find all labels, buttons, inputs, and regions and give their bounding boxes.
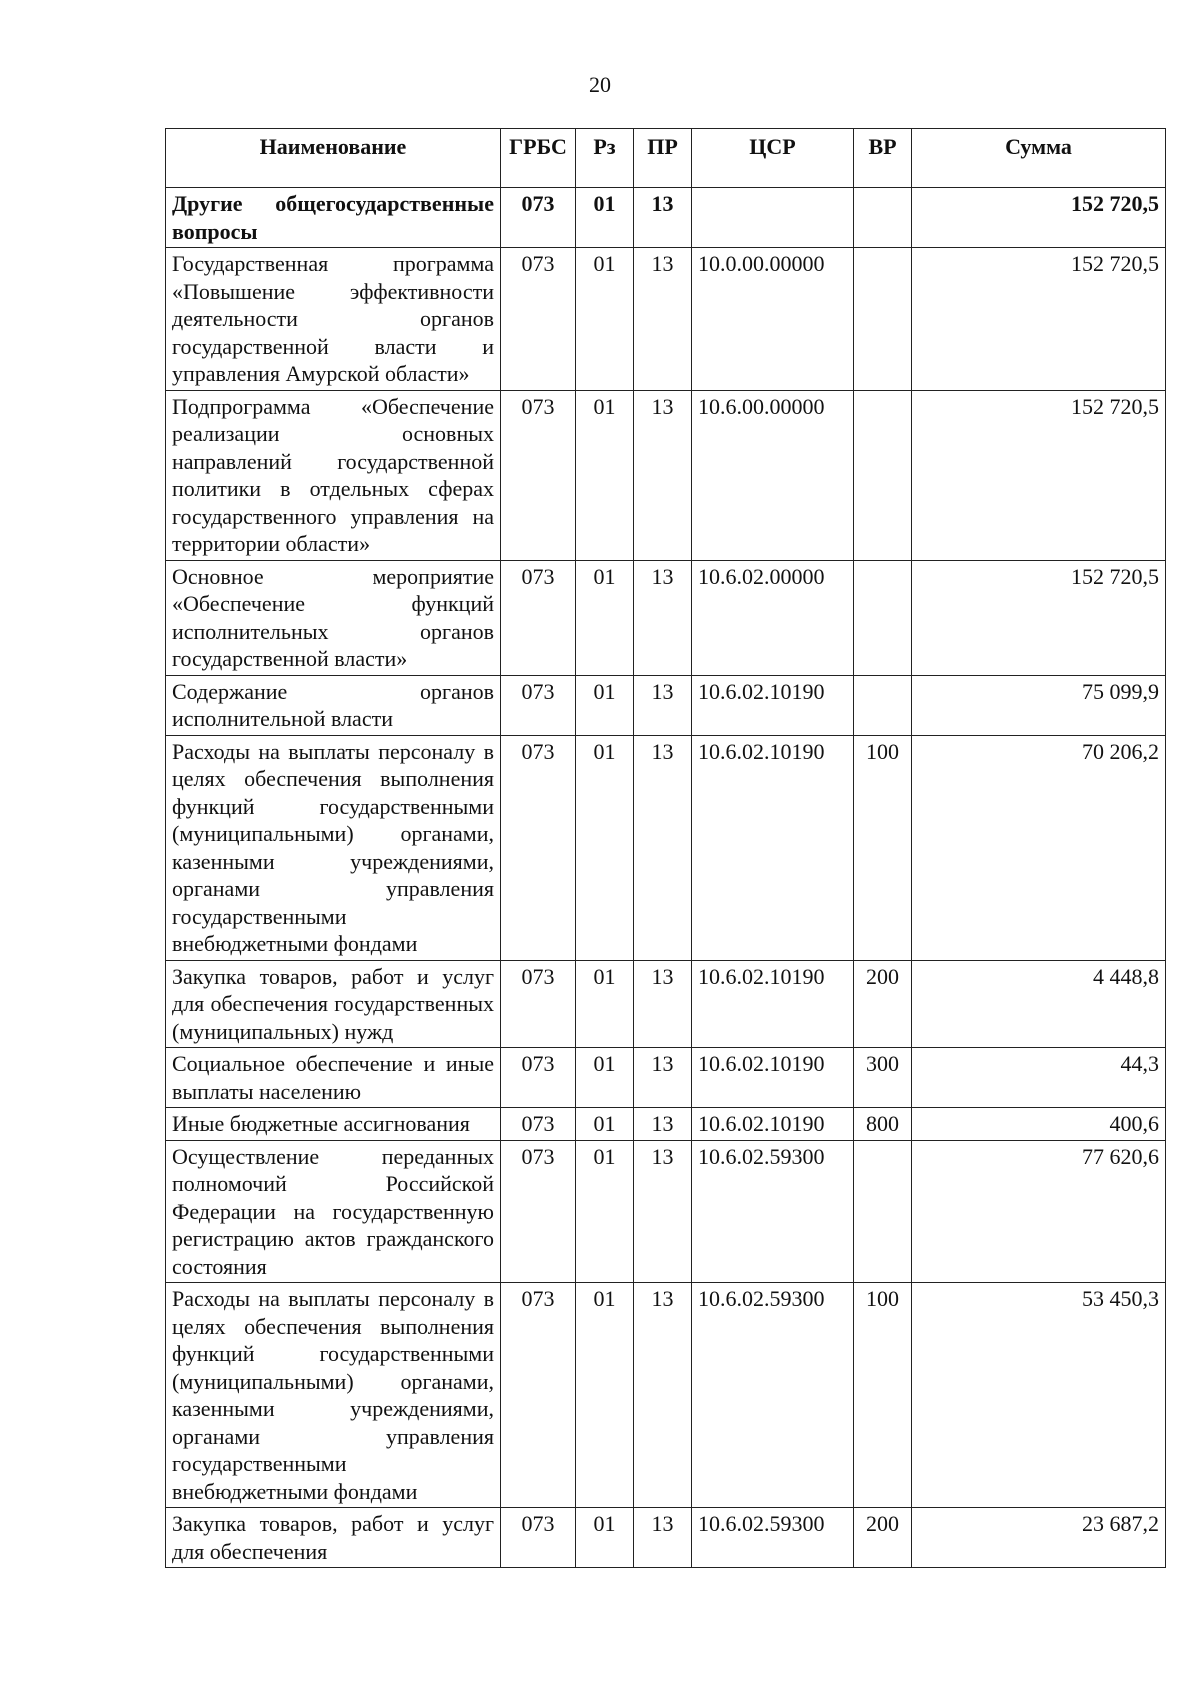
- cell-rz: 01: [576, 675, 634, 735]
- cell-name: Расходы на выплаты персоналу в целях обеспечения выполнения функций государственными (муниципальными) органами, казенными учреждениями, органами управления государственными внебюджетными фондами: [166, 735, 501, 960]
- cell-name: Осуществление переданных полномочий Российской Федерации на государственную регистрацию актов гражданского состояния: [166, 1140, 501, 1283]
- cell-pr: 13: [634, 735, 692, 960]
- table-body: [166, 188, 1166, 1568]
- cell-csr: 10.6.02.10190: [692, 1048, 854, 1108]
- cell-rz: 01: [576, 1140, 634, 1283]
- cell-vr: 200: [854, 960, 912, 1048]
- cell-vr: 200: [854, 1508, 912, 1568]
- cell-sum: 77 620,6: [912, 1140, 1166, 1283]
- cell-pr: 13: [634, 1140, 692, 1283]
- cell-csr: 10.6.02.10190: [692, 675, 854, 735]
- cell-sum: 152 720,5: [912, 248, 1166, 391]
- cell-grbs: 073: [501, 1140, 576, 1283]
- cell-grbs: 073: [501, 1108, 576, 1141]
- cell-grbs: 073: [501, 1048, 576, 1108]
- page-number: 20: [589, 72, 611, 97]
- cell-pr: 13: [634, 1283, 692, 1508]
- table-row: [166, 1108, 1166, 1141]
- cell-rz: 01: [576, 248, 634, 391]
- cell-pr: 13: [634, 1108, 692, 1141]
- cell-name: Основное мероприятие «Обеспечение функций исполнительных органов государственной власти»: [166, 560, 501, 675]
- cell-pr: 13: [634, 188, 692, 248]
- cell-rz: 01: [576, 1283, 634, 1508]
- cell-name: Иные бюджетные ассигнования: [166, 1108, 501, 1141]
- cell-rz: 01: [576, 1508, 634, 1568]
- cell-vr: 300: [854, 1048, 912, 1108]
- cell-name: Подпрограмма «Обеспечение реализации основных направлений государственной политики в отдельных сферах государственного управления на территории области»: [166, 390, 501, 560]
- cell-rz: 01: [576, 1108, 634, 1141]
- cell-rz: 01: [576, 560, 634, 675]
- cell-sum: 4 448,8: [912, 960, 1166, 1048]
- cell-name: Содержание органов исполнительной власти: [166, 675, 501, 735]
- cell-csr: [692, 188, 854, 248]
- table-row: [166, 735, 1166, 960]
- cell-sum: 70 206,2: [912, 735, 1166, 960]
- cell-rz: 01: [576, 735, 634, 960]
- cell-csr: 10.6.02.59300: [692, 1283, 854, 1508]
- cell-rz: 01: [576, 960, 634, 1048]
- cell-vr: [854, 390, 912, 560]
- cell-grbs: 073: [501, 1283, 576, 1508]
- cell-csr: 10.6.02.10190: [692, 735, 854, 960]
- cell-name: Государственная программа «Повышение эффективности деятельности органов государственной власти и управления Амурской области»: [166, 248, 501, 391]
- header-sum: Сумма: [912, 129, 1166, 188]
- table-row: [166, 560, 1166, 675]
- cell-csr: 10.6.02.59300: [692, 1508, 854, 1568]
- cell-pr: 13: [634, 960, 692, 1048]
- cell-name: Социальное обеспечение и иные выплаты населению: [166, 1048, 501, 1108]
- table-row: [166, 1140, 1166, 1283]
- table-row: [166, 390, 1166, 560]
- cell-csr: 10.6.02.10190: [692, 1108, 854, 1141]
- cell-rz: 01: [576, 390, 634, 560]
- cell-sum: 152 720,5: [912, 390, 1166, 560]
- table-row: [166, 1508, 1166, 1568]
- table-row: [166, 188, 1166, 248]
- cell-vr: 800: [854, 1108, 912, 1141]
- cell-name: Расходы на выплаты персоналу в целях обеспечения выполнения функций государственными (муниципальными) органами, казенными учреждениями, органами управления государственными внебюджетными фондами: [166, 1283, 501, 1508]
- cell-grbs: 073: [501, 1508, 576, 1568]
- cell-vr: [854, 248, 912, 391]
- header-grbs: ГРБС: [501, 129, 576, 188]
- cell-grbs: 073: [501, 675, 576, 735]
- table-row: [166, 1048, 1166, 1108]
- cell-vr: 100: [854, 735, 912, 960]
- cell-grbs: 073: [501, 390, 576, 560]
- cell-pr: 13: [634, 560, 692, 675]
- cell-csr: 10.6.00.00000: [692, 390, 854, 560]
- cell-pr: 13: [634, 1508, 692, 1568]
- cell-vr: [854, 675, 912, 735]
- table-row: [166, 248, 1166, 391]
- cell-name: Закупка товаров, работ и услуг для обеспечения: [166, 1508, 501, 1568]
- cell-sum: 400,6: [912, 1108, 1166, 1141]
- cell-sum: 23 687,2: [912, 1508, 1166, 1568]
- budget-table: [165, 128, 1166, 1568]
- cell-csr: 10.0.00.00000: [692, 248, 854, 391]
- table-row: [166, 675, 1166, 735]
- cell-pr: 13: [634, 248, 692, 391]
- cell-vr: [854, 188, 912, 248]
- cell-grbs: 073: [501, 248, 576, 391]
- cell-rz: 01: [576, 1048, 634, 1108]
- cell-name: Другие общегосударственные вопросы: [166, 188, 501, 248]
- cell-pr: 13: [634, 1048, 692, 1108]
- cell-rz: 01: [576, 188, 634, 248]
- header-name: Наименование: [166, 129, 501, 188]
- cell-sum: 152 720,5: [912, 188, 1166, 248]
- cell-csr: 10.6.02.10190: [692, 960, 854, 1048]
- cell-vr: 100: [854, 1283, 912, 1508]
- cell-sum: 44,3: [912, 1048, 1166, 1108]
- cell-grbs: 073: [501, 960, 576, 1048]
- cell-name: Закупка товаров, работ и услуг для обеспечения государственных (муниципальных) нужд: [166, 960, 501, 1048]
- table-row: [166, 1283, 1166, 1508]
- table-row: [166, 960, 1166, 1048]
- cell-sum: 152 720,5: [912, 560, 1166, 675]
- header-csr: ЦСР: [692, 129, 854, 188]
- cell-csr: 10.6.02.00000: [692, 560, 854, 675]
- cell-sum: 53 450,3: [912, 1283, 1166, 1508]
- cell-csr: 10.6.02.59300: [692, 1140, 854, 1283]
- cell-vr: [854, 1140, 912, 1283]
- cell-grbs: 073: [501, 560, 576, 675]
- header-pr: ПР: [634, 129, 692, 188]
- header-rz: Рз: [576, 129, 634, 188]
- cell-vr: [854, 560, 912, 675]
- cell-grbs: 073: [501, 188, 576, 248]
- cell-pr: 13: [634, 675, 692, 735]
- cell-pr: 13: [634, 390, 692, 560]
- header-vr: ВР: [854, 129, 912, 188]
- header-row: [166, 129, 1166, 188]
- cell-grbs: 073: [501, 735, 576, 960]
- cell-sum: 75 099,9: [912, 675, 1166, 735]
